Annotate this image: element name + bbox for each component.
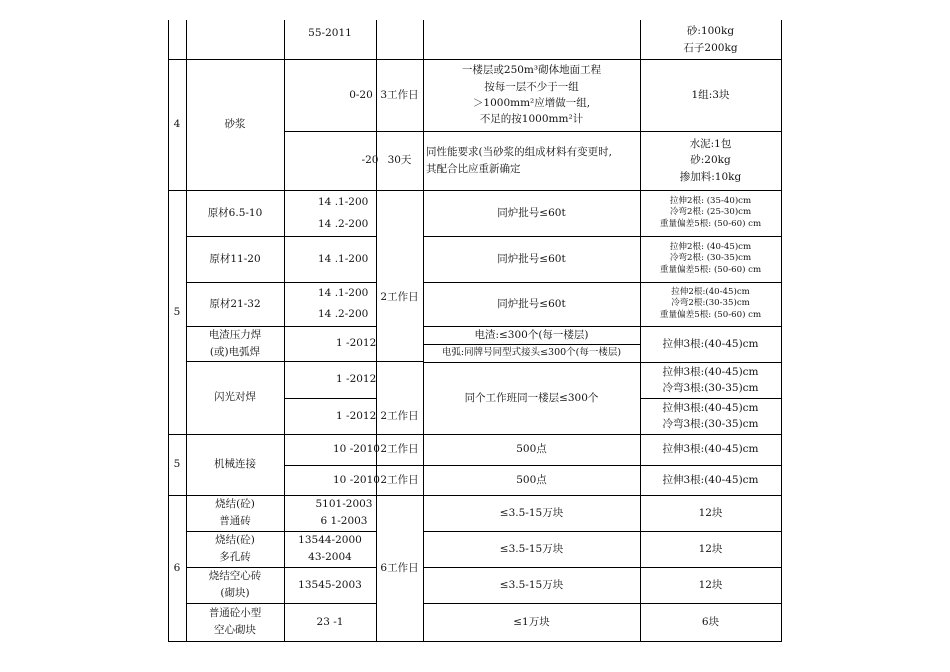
cell-code: 23 -1 <box>316 615 344 628</box>
cell-code: 14 .1-200 14 .2-200 <box>318 287 369 320</box>
table-border-right <box>781 20 782 642</box>
cell-name: 原材6.5-10 <box>207 206 263 219</box>
cell-freq: 同炉批号≤60t <box>497 252 566 265</box>
cell-code: 10 -2010 <box>333 473 380 486</box>
cell-period: 30天 <box>387 154 412 167</box>
cell-freq: ≤1万块 <box>513 615 550 628</box>
cell-code: 10 -2010 <box>333 443 380 456</box>
cell-code: 5101-2003 6 1-2003 <box>315 498 373 527</box>
cell-code: 1 -2012 <box>336 409 377 422</box>
cell-no: 5 <box>173 458 181 471</box>
cell-qty: 拉伸2根:(40-45)cm 冷弯2根:(30-35)cm 重量偏差5根: (50-60) cm <box>659 287 762 320</box>
cell-qty: 拉伸3根:(40-45)cm <box>662 337 759 350</box>
cell-freq: 500点 <box>516 473 547 486</box>
cell-code: 14 .1-200 <box>318 252 369 265</box>
cell-freq: 电弧:同牌号同型式接头≤300个(每一楼层) <box>441 346 622 358</box>
cell-qty: 砂:100kg 石子200kg <box>683 25 738 54</box>
cell-code: 55-2011 <box>308 26 352 39</box>
cell-qty: 拉伸2根: (35-40)cm 冷弯2根: (25-30)cm 重量偏差5根: (50-60) cm <box>659 196 762 229</box>
cell-qty: 拉伸3根:(40-45)cm <box>662 473 759 486</box>
cell-freq: ≤3.5-15万块 <box>499 506 564 519</box>
cell-qty: 拉伸2根: (40-45)cm 冷弯2根: (30-35)cm 重量偏差5根: (50-60) cm <box>659 242 762 275</box>
cell-qty: 12块 <box>698 578 723 591</box>
cell-name: 闪光对焊 <box>214 391 256 404</box>
cell-freq: ≤3.5-15万块 <box>499 578 564 591</box>
cell-freq: 同炉批号≤60t <box>497 297 566 310</box>
cell-freq: 电渣:≤300个(每一楼层) <box>474 328 589 341</box>
cell-code: 1 -2012 <box>336 373 377 386</box>
cell-freq: 同个工作班同一楼层≤300个 <box>464 391 599 404</box>
cell-code: 1 -2012 <box>336 337 377 350</box>
cell-freq: 500点 <box>516 443 547 456</box>
cell-no: 5 <box>173 305 181 318</box>
cell-name: 原材11-20 <box>209 252 261 265</box>
cell-period: 2工作日 <box>380 473 419 486</box>
cell-name: 烧结空心砖 (砌块) <box>208 570 262 599</box>
cell-code: 14 .1-200 14 .2-200 <box>318 195 369 230</box>
cell-code: -20 <box>361 154 379 167</box>
cell-code: 13544-2000 43-2004 <box>298 534 362 563</box>
cell-qty: 6块 <box>701 615 720 628</box>
cell-qty: 拉伸3根:(40-45)cm 冷弯3根:(30-35)cm <box>662 401 759 430</box>
cell-period: 2工作日 <box>380 443 419 456</box>
cell-no: 4 <box>173 118 181 131</box>
cell-qty: 12块 <box>698 542 723 555</box>
cell-name: 机械连接 <box>214 458 256 471</box>
cell-name: 烧结(砼) 普通砖 <box>215 498 255 527</box>
cell-name: 普通砼小型 空心砌块 <box>208 607 262 636</box>
cell-period: 2工作日 <box>380 409 419 422</box>
cell-freq: 一楼层或250m³砌体地面工程 按每一层不少于一组 ＞1000mm²应增做一组, 不足的按1000mm²计 <box>461 64 602 126</box>
cell-qty: 12块 <box>698 506 723 519</box>
cell-name: 原材21-32 <box>209 297 261 310</box>
cell-freq: 同炉批号≤60t <box>497 206 566 219</box>
cell-period: 3工作日 <box>380 88 419 101</box>
cell-qty: 1组:3块 <box>691 88 730 101</box>
cell-name: 电渣压力焊 (或)电弧焊 <box>208 328 262 358</box>
cell-period: 6工作日 <box>380 561 419 574</box>
cell-no: 6 <box>173 561 181 574</box>
cell-name: 砂浆 <box>224 118 246 131</box>
cell-name: 烧结(砼) 多孔砖 <box>215 534 255 563</box>
cell-qty: 水泥:1包 砂:20kg 掺加料:10kg <box>679 138 742 183</box>
cell-freq: ≤3.5-15万块 <box>499 542 564 555</box>
cell-freq: 同性能要求(当砂浆的组成材料有变更时, 其配合比应重新确定 <box>426 146 612 175</box>
cell-qty: 拉伸3根:(40-45)cm 冷弯3根:(30-35)cm <box>662 365 759 394</box>
cell-qty: 拉伸3根:(40-45)cm <box>662 443 759 456</box>
cell-code: 13545-2003 <box>298 578 362 591</box>
cell-code: 0-20 <box>349 88 373 101</box>
table-border-bottom <box>168 641 782 642</box>
cell-period: 2工作日 <box>380 290 419 303</box>
